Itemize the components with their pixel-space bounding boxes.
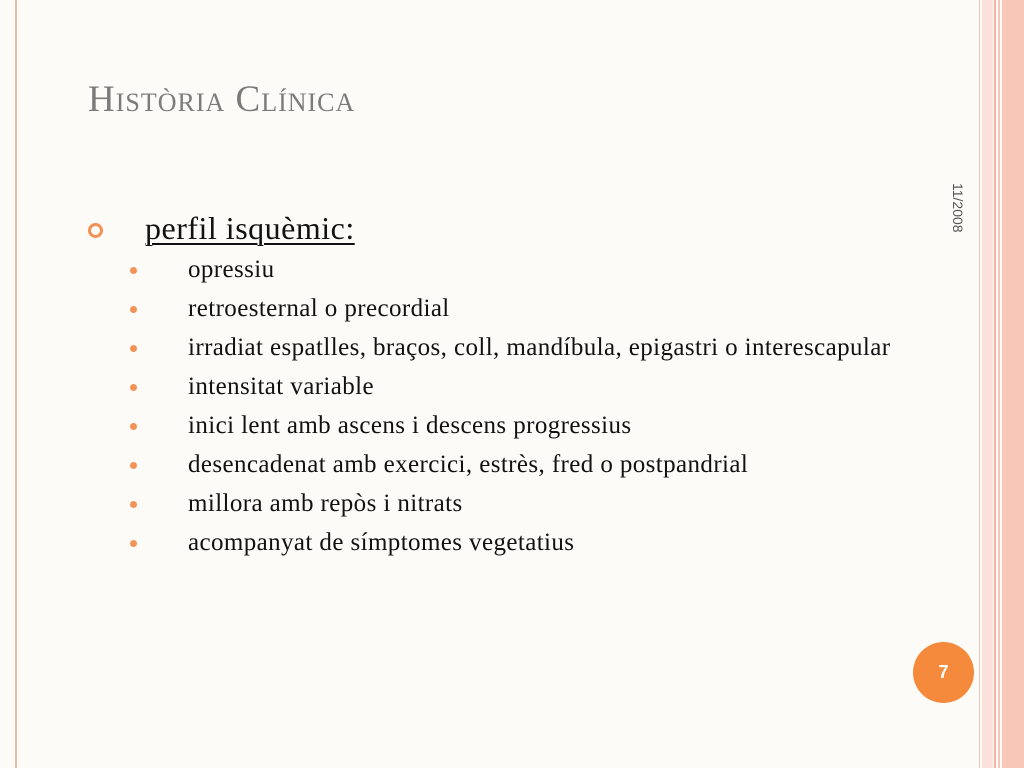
bullet-dot-icon: [130, 306, 137, 313]
list-item: [130, 294, 940, 323]
bullet-dot-icon: [130, 462, 137, 469]
bullet-dot-icon: [130, 501, 137, 508]
list-item: [130, 450, 940, 479]
section-heading: perfil isquèmic:: [145, 210, 355, 246]
left-border-line: [15, 0, 17, 768]
page-number-badge: 7: [913, 642, 974, 703]
list-item-text: acompanyat de símptomes vegetatius: [188, 529, 575, 556]
list-item: [130, 411, 940, 440]
stripe: [1002, 0, 1024, 768]
list-item-text: millora amb repòs i nitrats: [188, 490, 463, 517]
list-item: [130, 372, 940, 401]
bullet-dot-icon: [130, 267, 137, 274]
list-item-text: retroesternal o precordial: [188, 295, 450, 322]
bullet-list: [130, 255, 940, 567]
heading-row: [88, 210, 355, 247]
bullet-dot-icon: [130, 345, 137, 352]
bullet-dot-icon: [130, 384, 137, 391]
slide-title: Història Clínica: [88, 79, 356, 120]
list-item: [130, 489, 940, 518]
list-item-text: irradiat espatlles, braços, coll, mandíbula, epigastri o interescapular: [188, 334, 891, 361]
list-item: [130, 333, 940, 362]
list-item-text: desencadenat amb exercici, estrès, fred o postpandrial: [188, 451, 749, 478]
stripe: [998, 0, 1000, 768]
bullet-dot-icon: [130, 540, 137, 547]
list-item-text: intensitat variable: [188, 373, 375, 400]
list-item-text: inici lent amb ascens i descens progressius: [188, 412, 632, 439]
ring-bullet-icon: [88, 223, 103, 238]
list-item: [130, 528, 940, 557]
list-item-text: opressiu: [188, 256, 275, 283]
stripe: [982, 0, 993, 768]
right-decorative-stripes: [979, 0, 1024, 768]
stripe: [994, 0, 996, 768]
stripe: [979, 0, 980, 768]
bullet-dot-icon: [130, 423, 137, 430]
slide-date: 11/2008: [950, 183, 966, 233]
list-item: [130, 255, 940, 284]
